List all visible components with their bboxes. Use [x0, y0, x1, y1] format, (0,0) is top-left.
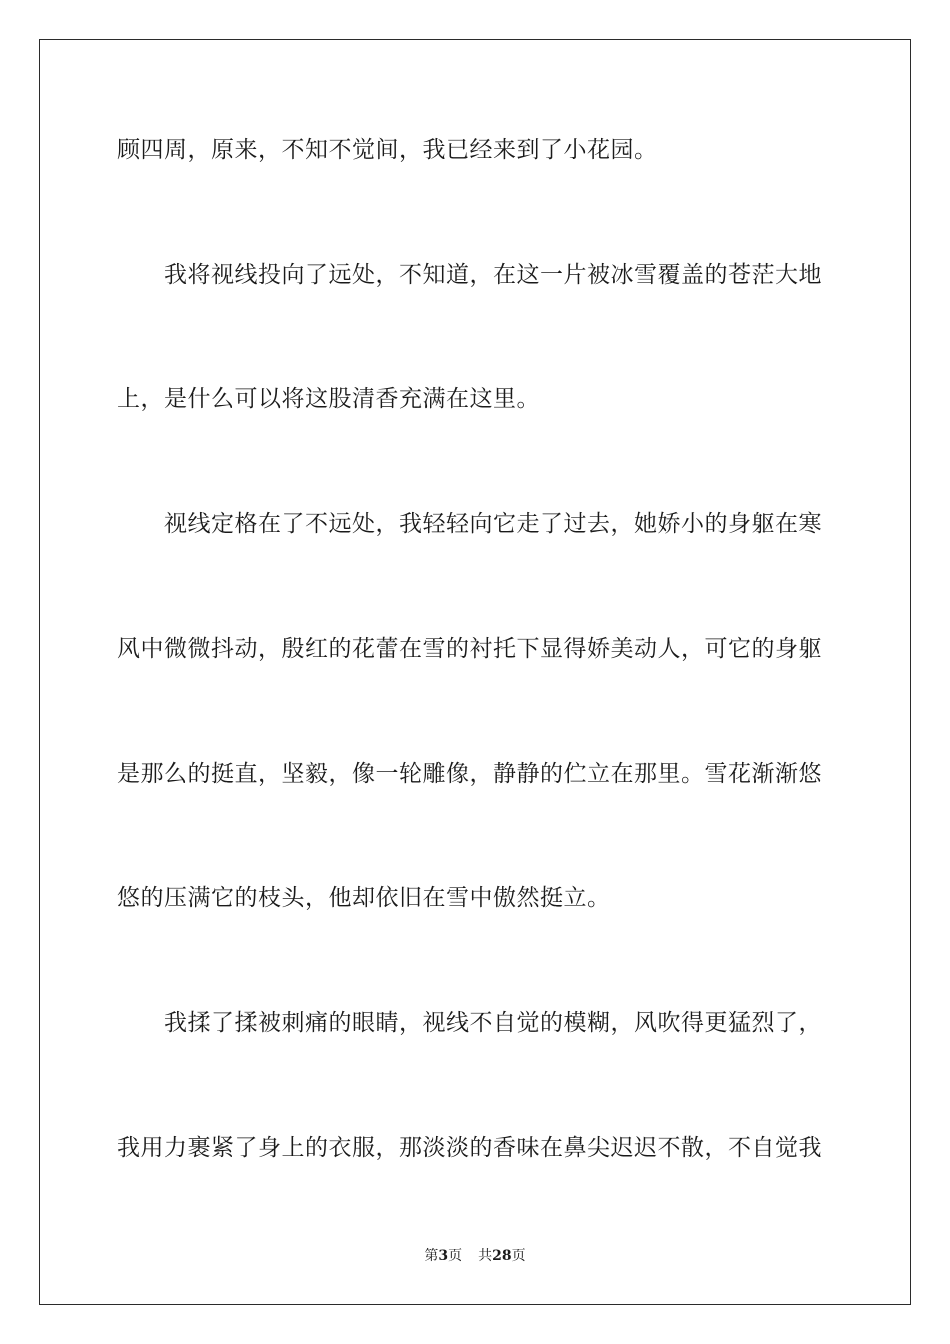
paragraph-start-line: 我将视线投向了远处，不知道，在这一片被冰雪覆盖的苍茫大地 [164, 262, 822, 288]
total-pages: 28 [492, 1248, 512, 1264]
page-prefix: 第 [424, 1248, 439, 1264]
page-suffix: 页 [448, 1248, 463, 1264]
paragraph-start-line: 视线定格在了不远处，我轻轻向它走了过去，她娇小的身躯在寒 [164, 511, 822, 537]
text-line: 顾四周，原来，不知不觉间，我已经来到了小花园。 [117, 137, 658, 163]
total-prefix: 共 [478, 1248, 493, 1264]
text-line: 上，是什么可以将这股清香充满在这里。 [117, 386, 540, 412]
page-footer [0, 1247, 950, 1265]
page-border [39, 39, 911, 1305]
text-line: 我用力裹紧了身上的衣服，那淡淡的香味在鼻尖迟迟不散，不自觉我 [117, 1135, 822, 1161]
paragraph-start-line: 我揉了揉被刺痛的眼睛，视线不自觉的模糊，风吹得更猛烈了， [164, 1010, 822, 1036]
text-line: 悠的压满它的枝头，他却依旧在雪中傲然挺立。 [117, 885, 611, 911]
text-line: 风中微微抖动，殷红的花蕾在雪的衬托下显得娇美动人，可它的身躯 [117, 636, 822, 662]
page-number: 3 [438, 1248, 449, 1264]
text-line: 是那么的挺直，坚毅，像一轮雕像，静静的伫立在那里。雪花渐渐悠 [117, 761, 822, 787]
total-suffix: 页 [511, 1248, 526, 1264]
